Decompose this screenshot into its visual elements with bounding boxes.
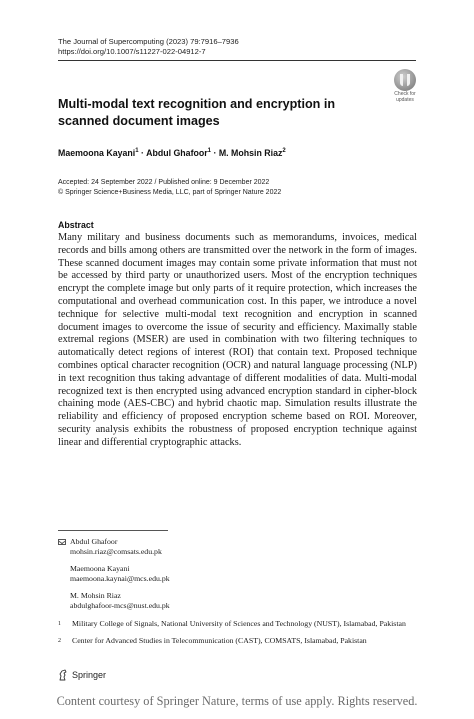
check-for-updates-badge[interactable] — [392, 69, 418, 101]
article-title: Multi-modal text recognition and encryption in scanned document images — [58, 97, 336, 128]
contact-email[interactable]: abdulghafoor-mcs@nust.edu.pk — [70, 601, 170, 610]
contact-email[interactable]: maemoona.kaynai@mcs.edu.pk — [70, 574, 170, 583]
publisher-logo — [58, 669, 106, 681]
contact-name: Maemoona Kayani — [70, 564, 130, 573]
affiliation-entry — [58, 619, 418, 629]
author-name: Abdul Ghafoor — [146, 148, 208, 158]
affiliation-entry — [58, 636, 418, 646]
check-updates-label-1: Check for — [394, 91, 416, 97]
copyright-line: © Springer Science+Business Media, LLC, part of Springer Nature 2022 — [58, 189, 282, 196]
abstract-heading: Abstract — [58, 220, 94, 230]
springer-horse-icon — [58, 669, 68, 681]
author-separator: · — [138, 148, 147, 158]
author-separator: · — [211, 148, 219, 158]
author-name: M. Mohsin Riaz — [218, 148, 283, 158]
affiliation-number: 2 — [58, 638, 61, 644]
footnote-rule — [58, 530, 168, 531]
author-affiliation-mark: 1 — [207, 148, 212, 155]
header-rule — [58, 60, 416, 61]
author-affiliation-mark: 2 — [282, 148, 286, 155]
contact-entry — [58, 564, 358, 584]
contact-entry — [58, 591, 358, 611]
contact-email[interactable]: mohsin.riaz@comsats.edu.pk — [70, 547, 162, 556]
journal-citation: The Journal of Supercomputing (2023) 79:7916–7936 — [58, 37, 239, 46]
contact-name: M. Mohsin Riaz — [70, 591, 121, 600]
affiliation-text: Military College of Signals, National University of Sciences and Technology (NUST), Islamabad, Pakistan — [72, 619, 406, 628]
doi-link[interactable]: https://doi.org/10.1007/s11227-022-04912-7 — [58, 47, 206, 56]
envelope-icon — [58, 539, 66, 545]
contact-list — [58, 537, 358, 618]
author-list — [58, 148, 286, 158]
author-name: Maemoona Kayani — [58, 148, 136, 158]
contact-name: Abdul Ghafoor — [70, 537, 118, 546]
abstract-text: Many military and business documents such as memorandums, invoices, medical records and bills among others are transmitted over the network in the form of images. These scanned document images may contain some private information that must not be accessed by third party or unauthorized users. Most of the encryption techniques encrypt the complete image but only parts of it require protection, which increases the computational and overhead communication cost. In this paper, we introduce a novel technique for selective multi-modal text recognition and encryption in scanned document images to overcome the issue of security and efficiency. Maximally stable extremal regions (MSER) are used in combination with two filtering techniques to automatically detect regions of interest (ROI) that contain text. Proposed technique combines optical character recognition (OCR) and natural language processing (NLP) in text recognition thus taking advantage of different modalities of data. Multi-modal recognized text is then encrypted using advanced encryption standard in cipher-block chaining mode (AES-CBC) and hybrid chaotic map. Simulation results illustrate the reliability and efficiency of proposed encryption scheme based on ROI. Moreover, security analysis exhibits the robustness of proposed encryption technique against linear and differential cryptographic attacks. — [58, 232, 417, 448]
affiliation-list — [58, 619, 418, 653]
check-updates-label-2: updates — [396, 96, 414, 103]
courtesy-footer: Content courtesy of Springer Nature, terms of use apply. Rights reserved. — [56, 694, 418, 708]
bookmark-icon — [394, 69, 416, 91]
contact-entry — [58, 537, 358, 557]
publication-dates — [58, 178, 281, 198]
affiliation-number: 1 — [58, 621, 61, 627]
publisher-name: Springer — [72, 670, 107, 680]
journal-header — [58, 37, 239, 57]
affiliation-text: Center for Advanced Studies in Telecommunication (CAST), COMSATS, Islamabad, Pakistan — [72, 636, 367, 645]
dates-line: Accepted: 24 September 2022 / Published online: 9 December 2022 — [58, 179, 270, 186]
author-affiliation-mark: 1 — [135, 148, 139, 155]
